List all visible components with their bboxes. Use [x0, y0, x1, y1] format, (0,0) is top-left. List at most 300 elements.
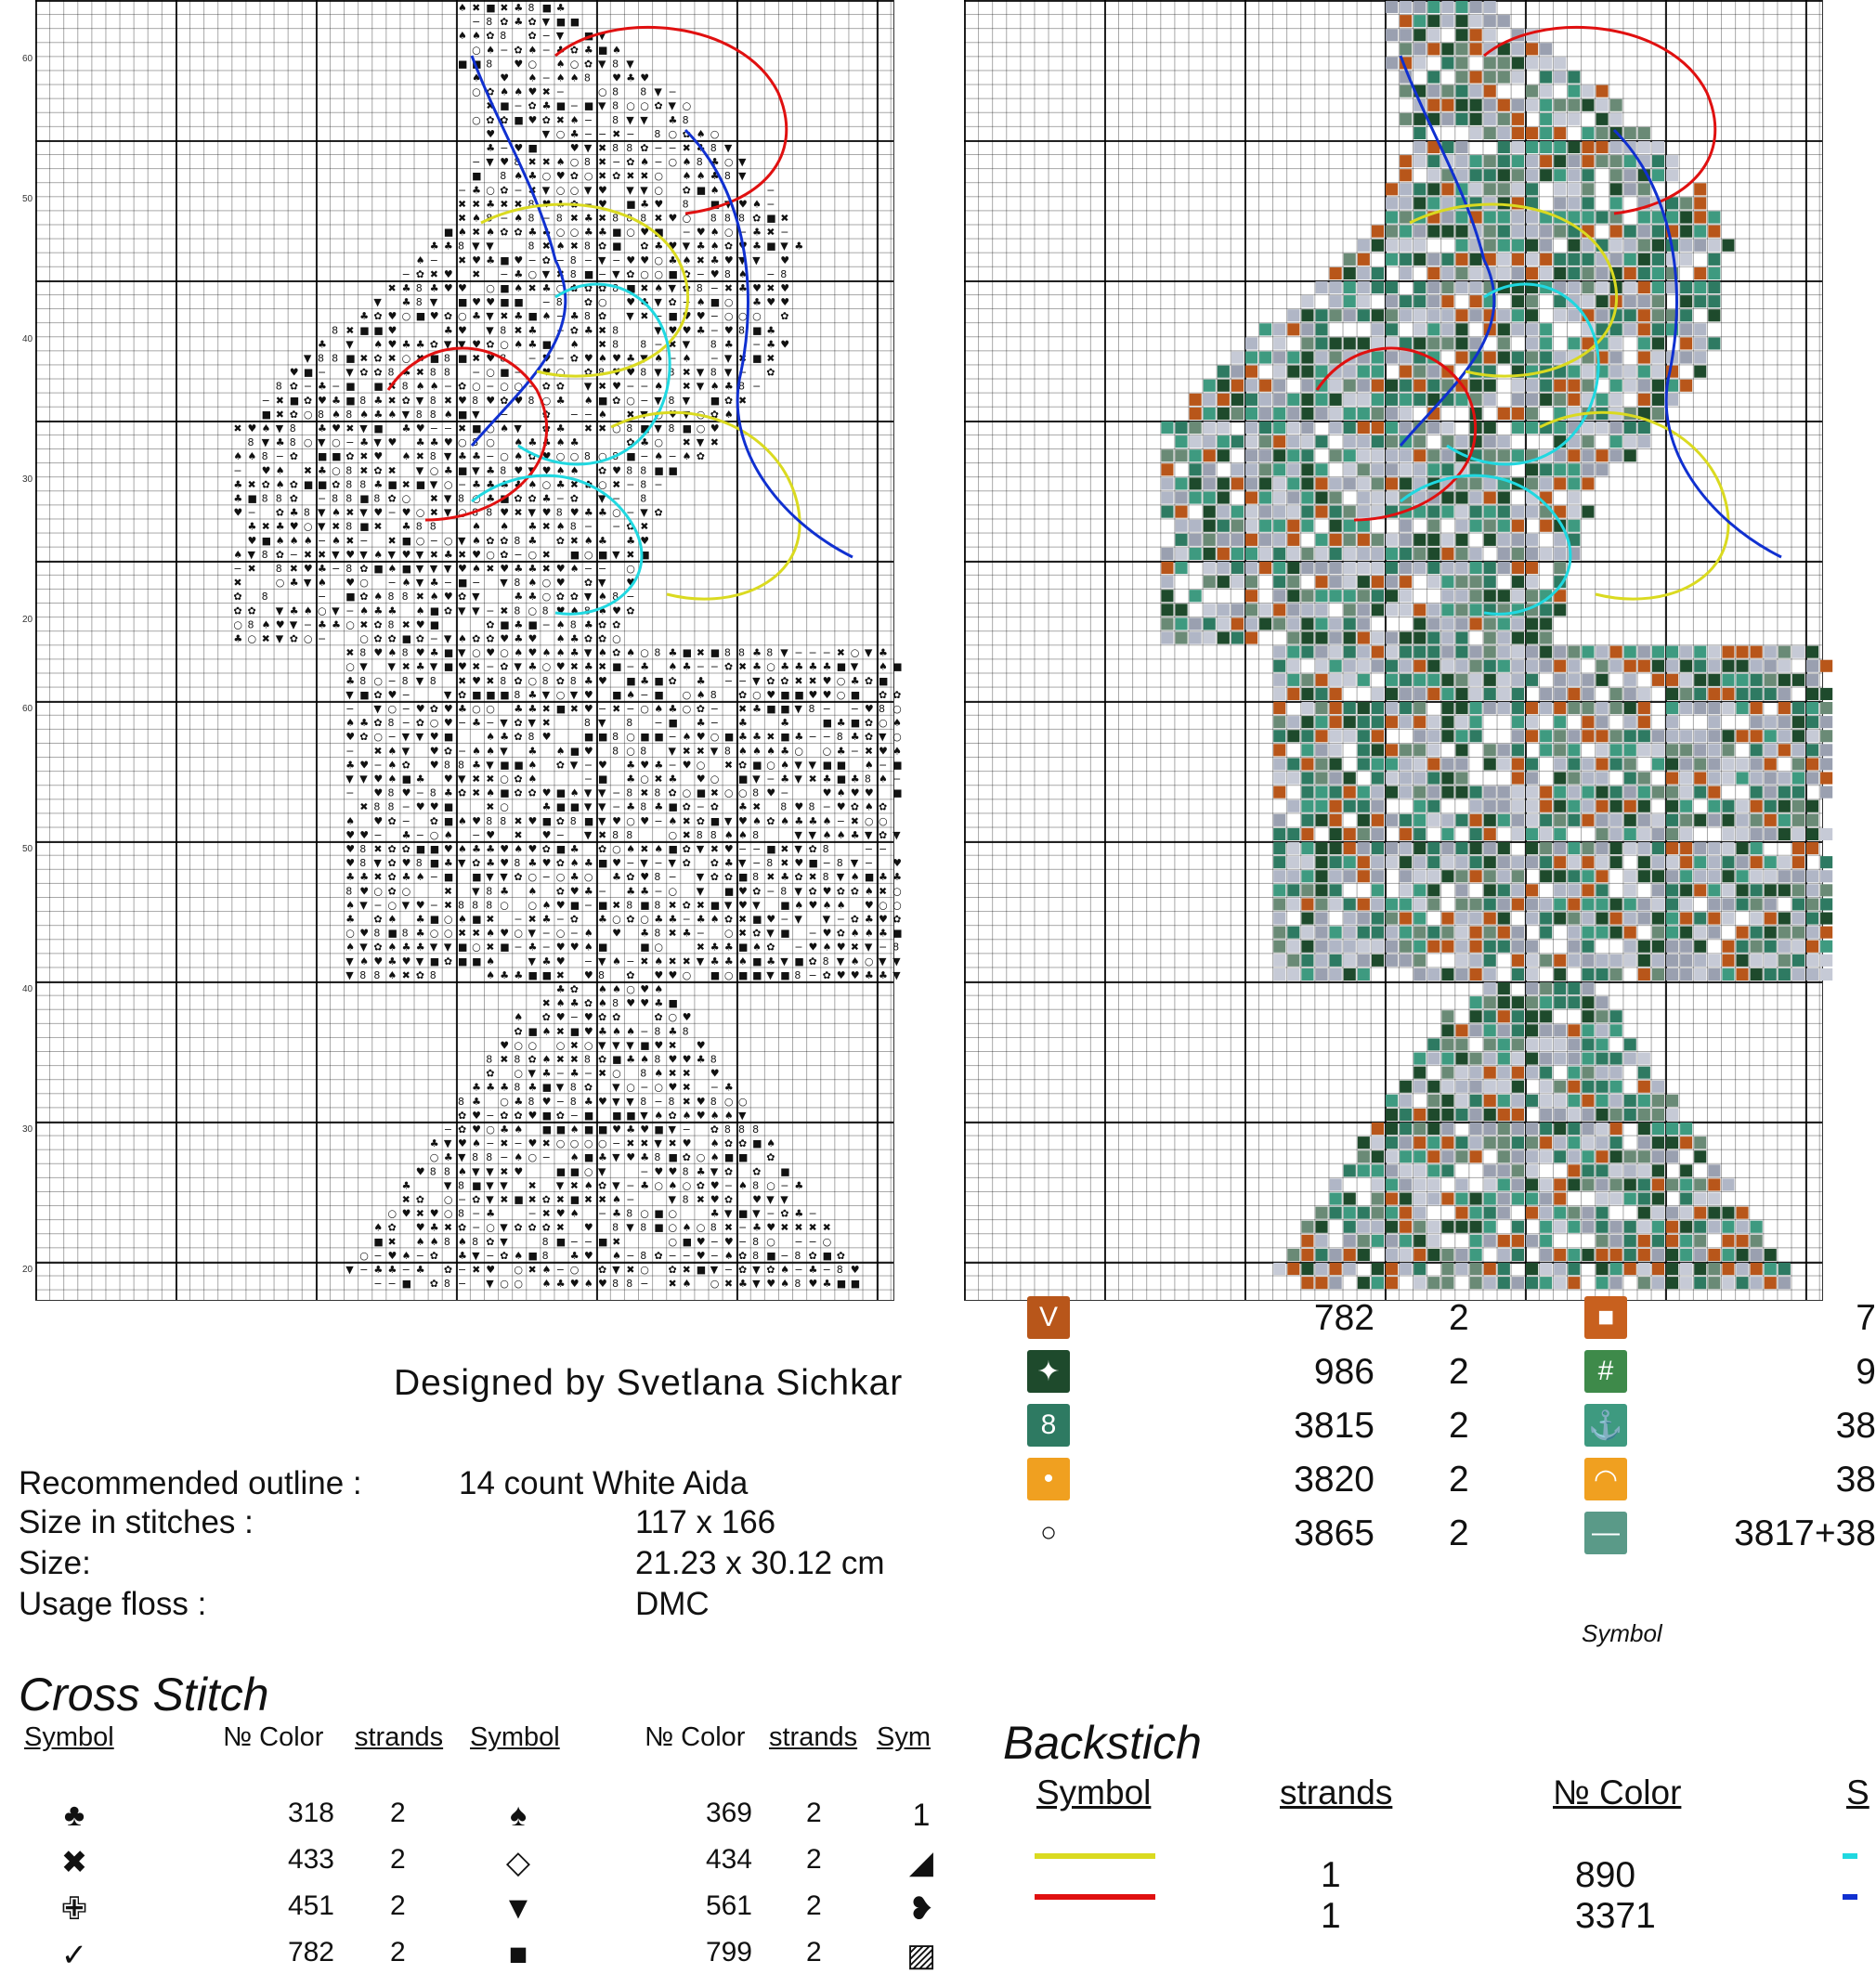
stitch-cell — [1498, 240, 1510, 252]
stitch-symbol: 8 — [612, 997, 619, 1010]
stitch-cell — [1596, 394, 1609, 406]
stitch-symbol: 8 — [261, 548, 268, 561]
stitch-symbol: ♥ — [640, 814, 650, 827]
stitch-symbol: ✿ — [401, 759, 410, 772]
stitch-cell — [1540, 1010, 1552, 1022]
stitch-symbol: ■ — [752, 759, 762, 772]
stitch-cell — [1512, 71, 1524, 84]
stitch-symbol: ♠ — [780, 1278, 790, 1291]
stitch-cell — [1624, 253, 1636, 266]
stitch-symbol: ○ — [359, 1249, 369, 1262]
stitch-symbol: 8 — [458, 1207, 464, 1220]
stitch-symbol: ♠ — [401, 450, 411, 463]
stitch-cell — [1806, 688, 1818, 700]
stitch-cell — [1441, 730, 1453, 742]
stitch-cell — [1301, 842, 1313, 854]
stitch-symbol: ✖ — [387, 352, 397, 365]
stitch-cell — [1806, 800, 1818, 812]
stitch-symbol: ✿ — [514, 674, 523, 687]
stitch-cell — [1441, 1081, 1453, 1093]
stitch-symbol: ♣ — [822, 660, 832, 673]
stitch-cell — [1652, 380, 1664, 392]
stitch-symbol: ○ — [682, 703, 692, 715]
stitch-symbol: ♥ — [443, 703, 453, 715]
stitch-symbol: ■ — [373, 422, 384, 435]
stitch-symbol: ■ — [500, 618, 510, 631]
stitch-symbol: ♠ — [569, 113, 580, 126]
stitch-cell — [1400, 842, 1412, 854]
stitch-symbol: ✿ — [429, 1249, 439, 1262]
stitch-cell — [1287, 309, 1299, 321]
stitch-symbol: − — [486, 717, 495, 730]
stitch-cell — [1330, 309, 1342, 321]
stitch-cell — [1722, 898, 1734, 910]
backstitch-strands: 1 — [1321, 1855, 1341, 1895]
stitch-cell — [1806, 884, 1818, 896]
stitch-cell — [1301, 632, 1313, 644]
stitch-symbol: ✖ — [682, 1067, 691, 1080]
stitch-symbol: ○ — [626, 814, 635, 827]
stitch-symbol: ♣ — [401, 366, 411, 379]
stitch-symbol: ✿ — [373, 717, 383, 730]
stitch-symbol: ♥ — [541, 198, 552, 211]
stitch-cell — [1610, 352, 1622, 364]
stitch-cell — [1512, 1221, 1524, 1233]
stitch-cell — [1806, 660, 1818, 672]
stitch-cell — [1568, 1081, 1580, 1093]
stitch-cell — [1737, 1221, 1749, 1233]
stitch-cell — [1554, 1207, 1566, 1219]
stitch-cell — [1554, 183, 1566, 195]
stitch-cell — [1386, 1277, 1398, 1289]
stitch-symbol: ♥ — [359, 885, 370, 898]
stitch-cell — [1582, 1178, 1594, 1190]
stitch-symbol: ♥ — [626, 1151, 636, 1164]
stitch-cell — [1498, 702, 1510, 714]
stitch-symbol: ♥ — [723, 324, 734, 337]
stitch-symbol: ♠ — [387, 759, 397, 772]
stitch-cell — [1568, 506, 1580, 518]
stitch-cell — [1624, 702, 1636, 714]
stitch-symbol: ♣ — [752, 1221, 762, 1234]
stitch-cell — [1498, 1193, 1510, 1205]
stitch-symbol: ▼ — [710, 1264, 719, 1276]
stitch-symbol: ■ — [500, 366, 510, 379]
stitch-symbol: ♣ — [458, 703, 467, 715]
stitch-symbol: ♠ — [528, 759, 538, 772]
stitch-cell — [1792, 702, 1804, 714]
stitch-cell — [1358, 295, 1370, 307]
stitch-symbol: ♠ — [500, 85, 510, 98]
stitch-cell — [1231, 562, 1244, 574]
stitch-cell — [1540, 43, 1552, 55]
stitch-symbol: ✖ — [261, 632, 270, 645]
stitch-symbol: ○ — [626, 394, 635, 407]
stitch-symbol: ○ — [500, 800, 509, 813]
stitch-cell — [1400, 169, 1412, 181]
stitch-cell — [1512, 1249, 1524, 1261]
stitch-cell — [1400, 674, 1412, 686]
stitch-cell — [1344, 380, 1356, 392]
stitch-symbol: ✿ — [626, 604, 635, 617]
stitch-cell — [1722, 1221, 1734, 1233]
stitch-symbol: ▼ — [794, 913, 802, 926]
stitch-cell — [1287, 773, 1299, 785]
stitch-cell — [1400, 113, 1412, 125]
stitch-symbol: − — [500, 212, 509, 225]
stitch-cell — [1190, 548, 1202, 560]
stitch-cell — [1638, 127, 1650, 139]
stitch-cell — [1582, 982, 1594, 994]
stitch-symbol: ○ — [654, 184, 664, 197]
stitch-cell — [1540, 898, 1552, 910]
stitch-cell — [1596, 422, 1609, 434]
stitch-cell — [1737, 800, 1749, 812]
stitch-symbol: ♥ — [528, 814, 538, 827]
stitch-cell — [1652, 1164, 1664, 1176]
stitch-cell — [1301, 394, 1313, 406]
stitch-cell — [1301, 604, 1313, 616]
stitch-symbol: ♠ — [696, 688, 706, 701]
stitch-cell — [1330, 1193, 1342, 1205]
stitch-cell — [1694, 646, 1706, 658]
stitch-cell — [1694, 870, 1706, 882]
stitch-symbol: ■ — [555, 1123, 567, 1136]
stitch-symbol: ♠ — [458, 2, 467, 14]
stitch-symbol: 8 — [359, 674, 367, 687]
stitch-symbol: ♣ — [850, 773, 860, 786]
stitch-cell — [1498, 1136, 1510, 1149]
stitch-cell — [1624, 955, 1636, 967]
stitch-symbol: ▼ — [794, 759, 802, 772]
stitch-symbol: ✖ — [682, 955, 691, 968]
stitch-symbol: ○ — [514, 1067, 524, 1080]
stitch-cell — [1512, 562, 1524, 574]
stitch-symbol: ♠ — [373, 548, 384, 561]
stitch-symbol: − — [668, 85, 677, 98]
stitch-cell — [1680, 1263, 1692, 1275]
stitch-cell — [1568, 1053, 1580, 1065]
stitch-cell — [1344, 267, 1356, 279]
stitch-cell — [1554, 169, 1566, 181]
stitch-symbol: ♠ — [528, 577, 538, 590]
stitch-cell — [1638, 323, 1650, 335]
stitch-symbol: 8 — [569, 814, 577, 827]
stitch-symbol: ♣ — [598, 506, 607, 519]
stitch-cell — [1470, 1207, 1482, 1219]
stitch-symbol: ■ — [500, 786, 510, 799]
stitch-cell — [1400, 380, 1412, 392]
stitch-cell — [1680, 758, 1692, 770]
legend-color-number: 3817+38 — [1734, 1513, 1876, 1553]
stitch-symbol: − — [472, 1221, 481, 1234]
stitch-cell — [1582, 927, 1594, 939]
stitch-symbol: ♣ — [612, 1207, 621, 1220]
stitch-symbol: ✿ — [808, 843, 817, 855]
stitch-symbol: − — [528, 380, 537, 393]
stitch-cell — [1652, 309, 1664, 321]
stitch-symbol: ♣ — [808, 660, 818, 673]
stitch-cell — [1540, 1221, 1552, 1233]
stitch-cell — [1512, 1095, 1524, 1107]
stitch-symbol: − — [583, 773, 593, 786]
stitch-cell — [1259, 492, 1271, 504]
stitch-symbol: 8 — [612, 450, 619, 463]
stitch-symbol: ♣ — [710, 156, 720, 169]
stitch-symbol: ▼ — [668, 745, 676, 758]
stitch-cell — [1287, 941, 1299, 953]
stitch-symbol: ♥ — [359, 828, 370, 841]
stitch-cell — [1273, 408, 1285, 420]
stitch-symbol: ♠ — [752, 745, 762, 758]
stitch-symbol: ♥ — [472, 548, 481, 561]
stitch-symbol: ♠ — [723, 1109, 734, 1122]
stitch-symbol: ♥ — [555, 941, 566, 954]
stitch-symbol: ✖ — [555, 267, 565, 280]
stitch-symbol: ○ — [752, 688, 762, 701]
stitch-symbol: 8 — [387, 800, 395, 813]
stitch-cell — [1287, 856, 1299, 868]
stitch-cell — [1414, 337, 1426, 349]
stitch-cell — [1512, 730, 1524, 742]
stitch-symbol: ✿ — [626, 871, 635, 884]
stitch-cell — [1582, 477, 1594, 489]
stitch-cell — [1512, 506, 1524, 518]
stitch-symbol: − — [583, 408, 593, 421]
stitch-symbol: ♥ — [443, 267, 453, 280]
stitch-symbol: − — [710, 660, 720, 673]
stitch-cell — [1792, 913, 1804, 925]
cs-color-number: 369 — [705, 1798, 752, 1828]
stitch-cell — [1512, 113, 1524, 125]
stitch-symbol: ✖ — [710, 786, 720, 799]
stitch-symbol: ♥ — [822, 674, 832, 687]
stitch-symbol: ✖ — [528, 156, 537, 169]
stitch-cell — [1273, 927, 1285, 939]
stitch-cell — [1414, 1235, 1426, 1247]
stitch-cell — [1624, 884, 1636, 896]
stitch-symbol: ▼ — [429, 296, 438, 309]
stitch-symbol: ■ — [415, 843, 426, 855]
stitch-symbol: − — [583, 955, 593, 968]
stitch-symbol: ▼ — [528, 464, 536, 477]
stitch-cell — [1554, 856, 1566, 868]
stitch-cell — [1652, 856, 1664, 868]
stitch-cell — [1301, 955, 1313, 967]
stitch-cell — [1498, 1150, 1510, 1162]
stitch-cell — [1582, 141, 1594, 153]
stitch-symbol: ✖ — [723, 282, 734, 294]
stitch-cell — [1484, 632, 1496, 644]
stitch-symbol: ♣ — [626, 1053, 636, 1066]
stitch-symbol: 8 — [626, 828, 633, 841]
stitch-symbol: ♥ — [486, 646, 496, 659]
stitch-cell — [1610, 927, 1622, 939]
stitch-cell — [1427, 1081, 1440, 1093]
stitch-symbol: − — [345, 745, 355, 758]
stitch-symbol: ♥ — [401, 506, 411, 519]
stitch-symbol: ■ — [583, 267, 594, 280]
stitch-symbol: ♣ — [359, 436, 370, 449]
stitch-symbol: ○ — [528, 267, 538, 280]
stitch-cell — [1694, 1178, 1706, 1190]
stitch-cell — [1737, 814, 1749, 826]
stitch-symbol: ○ — [766, 1179, 775, 1192]
stitch-cell — [1792, 941, 1804, 953]
stitch-symbol: ✿ — [486, 338, 495, 351]
stitch-symbol: ✿ — [541, 422, 551, 435]
stitch-symbol: − — [387, 674, 397, 687]
stitch-cell — [1231, 617, 1244, 630]
stitch-symbol: ♥ — [569, 941, 580, 954]
stitch-symbol: ✿ — [387, 857, 397, 870]
stitch-symbol: ○ — [486, 184, 495, 197]
stitch-cell — [1512, 617, 1524, 630]
stitch-cell — [1666, 786, 1678, 799]
stitch-cell — [1680, 688, 1692, 700]
stitch-symbol: ▼ — [794, 773, 802, 786]
stitch-cell — [1301, 927, 1313, 939]
stitch-cell — [1680, 646, 1692, 658]
stitch-symbol: ♠ — [710, 913, 720, 926]
stitch-cell — [1386, 941, 1398, 953]
stitch-symbol: ○ — [528, 604, 538, 617]
stitch-symbol: ○ — [766, 759, 775, 772]
stitch-cell — [1512, 1109, 1524, 1121]
stitch-cell — [1722, 913, 1734, 925]
stitch-symbol: ✿ — [514, 731, 523, 744]
stitch-cell — [1386, 295, 1398, 307]
stitch-cell — [1498, 1053, 1510, 1065]
stitch-symbol: ▼ — [500, 1235, 508, 1248]
stitch-cell — [1301, 1277, 1313, 1289]
stitch-symbol: ■ — [583, 1123, 594, 1136]
stitch-cell — [1470, 913, 1482, 925]
stitch-cell — [1498, 1010, 1510, 1022]
stitch-symbol: ✖ — [879, 885, 888, 898]
stitch-cell — [1778, 828, 1791, 840]
stitch-cell — [1400, 366, 1412, 378]
stitch-cell — [1526, 394, 1538, 406]
stitch-cell — [1751, 773, 1763, 785]
stitch-symbol: 8 — [640, 1067, 647, 1080]
stitch-cell — [1190, 435, 1202, 448]
stitch-symbol: ✿ — [373, 310, 383, 323]
stitch-symbol: ♣ — [415, 1264, 425, 1276]
stitch-symbol: ○ — [373, 674, 384, 687]
stitch-cell — [1386, 786, 1398, 799]
stitch-cell — [1624, 898, 1636, 910]
stitch-cell — [1554, 828, 1566, 840]
stitch-symbol: ♥ — [528, 843, 538, 855]
stitch-cell — [1596, 155, 1609, 167]
stitch-symbol: ♣ — [541, 800, 552, 813]
stitch-symbol: ○ — [723, 786, 734, 799]
stitch-cell — [1568, 463, 1580, 475]
stitch-cell — [1273, 534, 1285, 546]
stitch-cell — [1372, 590, 1384, 602]
stitch-cell — [1737, 856, 1749, 868]
stitch-symbol: ■ — [261, 534, 272, 547]
stitch-symbol: ▼ — [472, 591, 480, 604]
stitch-symbol: ♠ — [654, 352, 664, 365]
stitch-cell — [1568, 800, 1580, 812]
stitch-symbol: 8 — [569, 674, 577, 687]
stitch-symbol: ■ — [555, 703, 567, 715]
stitch-symbol: ♣ — [541, 282, 552, 294]
stitch-cell — [1498, 226, 1510, 238]
stitch-cell — [1456, 674, 1468, 686]
stitch-cell — [1596, 955, 1609, 967]
stitch-cell — [1414, 127, 1426, 139]
stitch-symbol: ▼ — [723, 142, 733, 154]
stitch-symbol: ▼ — [612, 1095, 620, 1108]
stitch-cell — [1694, 1193, 1706, 1205]
stitch-cell — [1680, 323, 1692, 335]
stitch-cell — [1708, 730, 1720, 742]
stitch-cell — [1427, 99, 1440, 111]
stitch-cell — [1708, 702, 1720, 714]
stitch-symbol: ♠ — [710, 226, 720, 239]
stitch-cell — [1400, 253, 1412, 266]
stitch-cell — [1372, 380, 1384, 392]
stitch-cell — [1512, 702, 1524, 714]
stitch-cell — [1441, 632, 1453, 644]
stitch-cell — [1484, 996, 1496, 1008]
stitch-cell — [1287, 955, 1299, 967]
stitch-cell — [1316, 913, 1328, 925]
stitch-cell — [1582, 169, 1594, 181]
stitch-symbol: ✖ — [472, 2, 481, 14]
stitch-symbol: ○ — [626, 226, 635, 239]
stitch-cell — [1386, 856, 1398, 868]
stitch-cell — [1400, 870, 1412, 882]
stitch-cell — [1526, 548, 1538, 560]
stitch-symbol: ♠ — [668, 1179, 678, 1192]
stitch-cell — [1470, 786, 1482, 799]
stitch-symbol: ✖ — [359, 800, 369, 813]
stitch-symbol: ♠ — [583, 534, 593, 547]
stitch-symbol: ♣ — [472, 843, 481, 855]
stitch-symbol: ▼ — [723, 352, 733, 365]
stitch-cell — [1751, 1277, 1763, 1289]
stitch-symbol: ♥ — [808, 688, 818, 701]
stitch-symbol: ♣ — [514, 1095, 524, 1108]
stitch-cell — [1400, 1221, 1412, 1233]
stitch-symbol: ♠ — [318, 577, 327, 590]
stitch-cell — [1386, 212, 1398, 224]
stitch-symbol: ♠ — [598, 983, 607, 995]
stitch-symbol: ▼ — [696, 380, 705, 393]
stitch-symbol: ✖ — [541, 563, 551, 575]
stitch-symbol: ■ — [598, 857, 608, 870]
stitch-symbol: ♣ — [555, 983, 566, 995]
stitch-cell — [1441, 422, 1453, 434]
stitch-cell — [1287, 323, 1299, 335]
stitch-cell — [1680, 1123, 1692, 1135]
stitch-cell — [1624, 773, 1636, 785]
stitch-symbol: ■ — [626, 282, 636, 294]
stitch-cell — [1414, 660, 1426, 672]
stitch-cell — [1694, 955, 1706, 967]
stitch-symbol: ○ — [486, 1221, 495, 1234]
stitch-symbol: ○ — [528, 1039, 538, 1052]
stitch-symbol: ♠ — [387, 646, 397, 659]
stitch-symbol: − — [486, 450, 495, 463]
stitch-cell — [1273, 366, 1285, 378]
stitch-cell — [1624, 323, 1636, 335]
stitch-cell — [1751, 1249, 1763, 1261]
